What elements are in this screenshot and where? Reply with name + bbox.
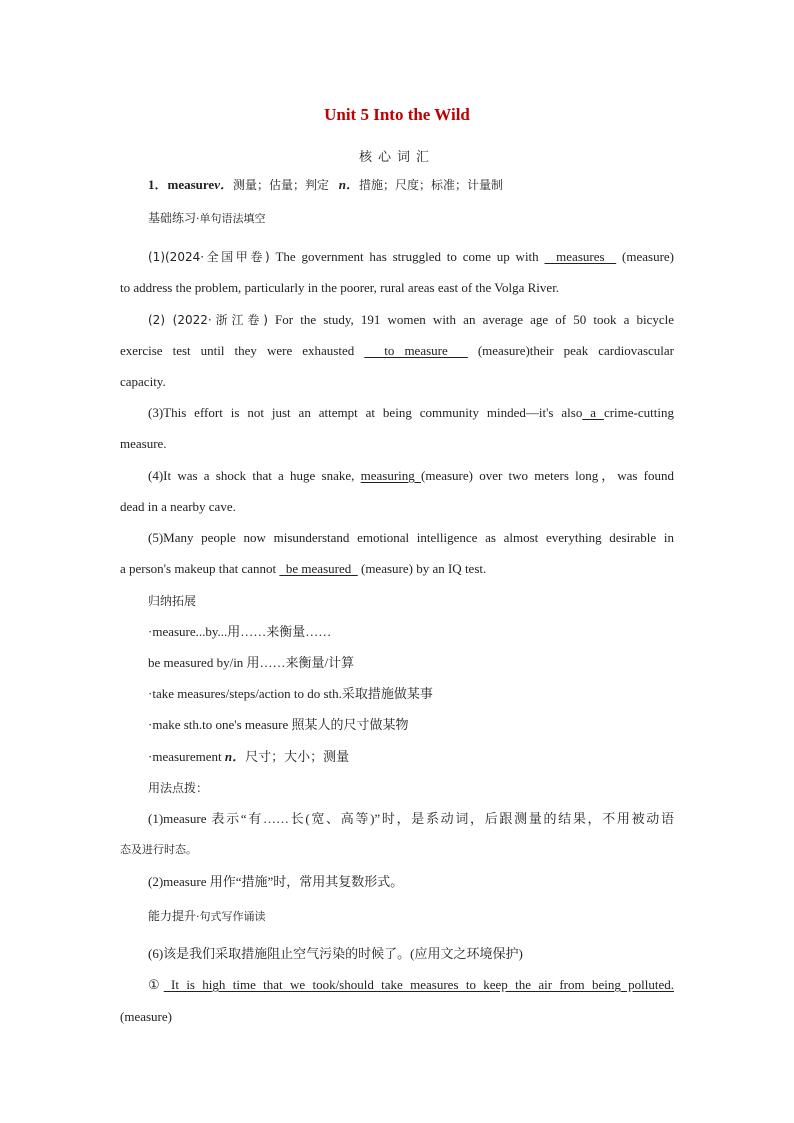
answer-blank: be measured [279,561,358,576]
section-label: 能力提升 [148,909,197,923]
answer-blank: It is high time that we took/should take measures to keep the air from being polluted. [163,977,675,992]
question-6-tail: (measure) [120,1009,172,1024]
entry-pos-verb: v． [214,177,233,192]
question-source: (2) (2022·浙江卷) [148,313,268,327]
entry-meaning-verb: 测量；估量；判定 [232,178,329,192]
section-heading-advanced [148,907,674,926]
section-label: 基础练习 [148,211,197,225]
usage-note-2: (2)measure 用作“措施”时，常用其复数形式。 [148,874,404,889]
answer-blank: measures [544,249,617,264]
answer-blank: measuring [360,468,422,483]
entry-word: 1．measure [148,177,215,192]
section-sublabel: ·句式写作诵读 [196,910,266,923]
question-5-line-2: a person's makeup that cannot be measured (measure) by an IQ test. [120,561,487,576]
question-1-line-2: to address the problem, particularly in the poorer, rural areas east of the Volga River. [120,280,560,295]
summary-heading: 归纳拓展 [148,594,197,608]
question-2-line-3: capacity. [120,374,166,389]
summary-item: be measured by/in 用……来衡量/计算 [148,655,355,670]
answer-marker: ① [148,977,164,992]
answer-blank: a [582,405,604,420]
question-4-line-1: (4)It was a shock that a huge snake, measuring (measure) over two meters long，was found [148,468,674,483]
question-source: (1)(2024·全国甲卷) [148,250,270,264]
summary-item: ·take measures/steps/action to do sth.采取措施做某事 [148,686,433,701]
question-6-answer-line [148,976,674,994]
question-5-line-1: (5)Many people now misunderstand emotional intelligence as almost everything desirable in [148,530,674,545]
question-6-prompt: (6)该是我们采取措施阻止空气污染的时候了。(应用文之环境保护) [148,946,523,961]
entry-pos-noun: n． [338,177,359,192]
section-sublabel: ·单句语法填空 [196,212,266,225]
section-heading-basic [148,209,674,228]
question-4-line-2: dead in a nearby cave. [120,499,236,514]
answer-blank: to measure [364,343,468,358]
section-subtitle: 核心词汇 [358,150,435,165]
summary-item: ·make sth.to one's measure 照某人的尺寸做某物 [148,717,409,732]
vocab-entry [148,176,674,194]
summary-item: ·measure...by...用……来衡量…… [148,624,332,639]
question-3-line-2: measure. [120,436,167,451]
question-2-line-2: exercise test until they were exhausted to measure (measure)their peak cardiovascular [120,343,675,358]
question-3-line-1: (3)This effort is not just an attempt at being community minded—it's also a crime-cutting [148,405,674,420]
entry-meaning-noun: 措施；尺度；标准；计量制 [358,178,503,192]
page-title: Unit 5 Into the Wild [324,105,470,124]
question-1-line-1: (1)(2024·全国甲卷) The government has struggled to come up with measures (measure) [148,249,675,264]
summary-item: ·measurement n．尺寸；大小；测量 [148,749,350,764]
usage-heading: 用法点拨： [148,781,209,795]
usage-note-1-line-2: 态及进行时态。 [120,843,197,856]
usage-note-1-line-1: (1)measure 表示“有……长(宽、高等)”时，是系动词，后跟测量的结果，不用被动语 [148,811,674,826]
question-2-line-1: (2) (2022·浙江卷) For the study, 191 women with an average age of 50 took a bicycle [148,312,674,327]
